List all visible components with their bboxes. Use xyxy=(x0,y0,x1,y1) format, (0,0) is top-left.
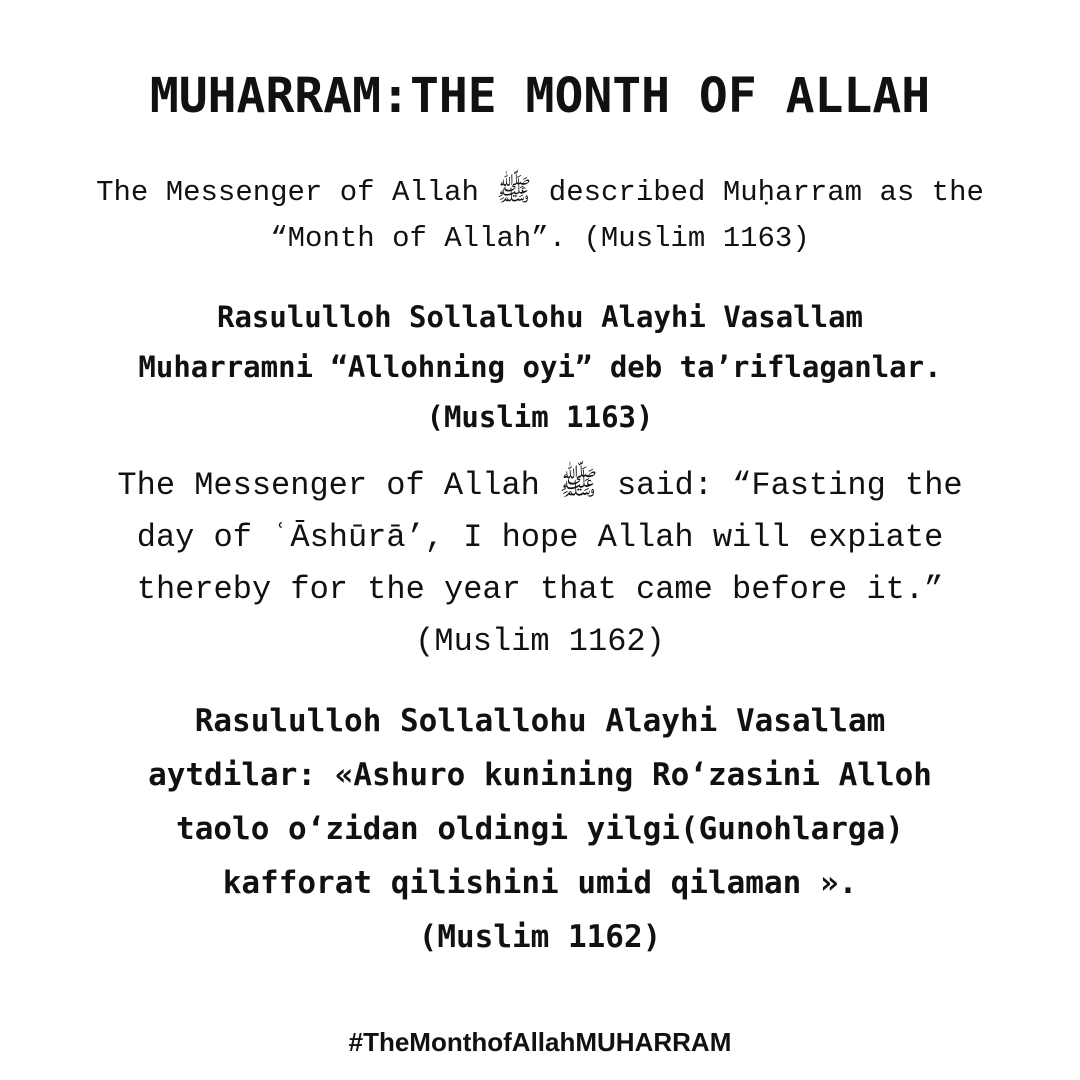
text-line: “Month of Allah”. (Muslim 1163) xyxy=(270,222,810,255)
text-line: aytdilar: «Ashuro kunining Ro‘zasini Alloh xyxy=(148,757,932,793)
citation: (Muslim 1163) xyxy=(426,400,654,434)
text-line: taolo o‘zidan oldingi yilgi(Gunohlarga) xyxy=(176,811,904,847)
page-title: MUHARRAM:THE MONTH OF ALLAH xyxy=(149,68,931,124)
text-line: thereby for the year that came before it.” xyxy=(136,571,944,608)
text-line: The Messenger of Allah ﷺ said: “Fasting the xyxy=(117,467,963,504)
text-line: Rasululloh Sollallohu Alayhi Vasallam xyxy=(194,703,886,739)
text-line: kafforat qilishini umid qilaman ». xyxy=(222,865,858,901)
hashtag[interactable]: #TheMonthofAllahMUHARRAM xyxy=(348,1027,732,1057)
english-hadith-1 xyxy=(40,170,1040,262)
english-hadith-2 xyxy=(40,460,1040,668)
text-line: Muharramni “Allohning oyi” deb ta’riflaganlar. xyxy=(138,350,942,384)
text-line: The Messenger of Allah ﷺ described Muḥarram as the xyxy=(96,176,984,209)
citation: (Muslim 1162) xyxy=(418,919,662,955)
text-line: Rasululloh Sollallohu Alayhi Vasallam xyxy=(216,300,863,334)
citation: (Muslim 1162) xyxy=(415,623,665,660)
uzbek-hadith-2 xyxy=(40,694,1040,964)
uzbek-hadith-1 xyxy=(40,292,1040,442)
text-line: day of ʿĀshūrā’, I hope Allah will expiate xyxy=(136,519,944,556)
